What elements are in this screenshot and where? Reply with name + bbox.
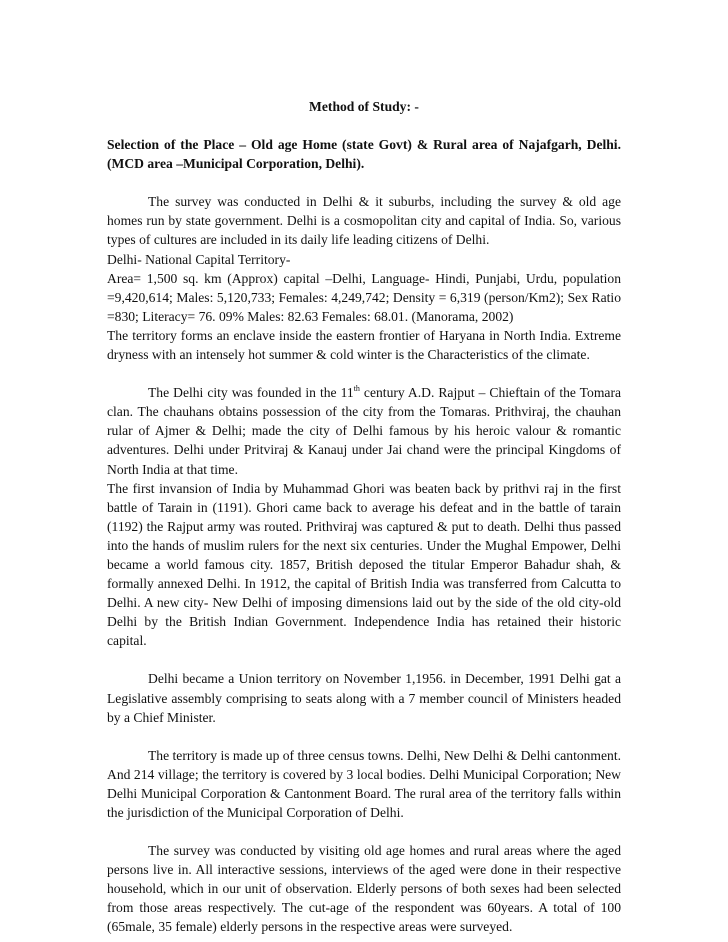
history-continued-text: century A.D. Rajput – Chieftain of the Tomara clan. The chauhans obtains possession of the city from the Tomaras. Prithviraj, the chauhan rular of Ajmer & Delhi; made the city of Delhi famous by his heroic valour & romantic adventures. Delhi under Pritviraj & Kanauj under Jai chand were the principal Kingdoms of North India at that time. <box>107 385 622 477</box>
ordinal-superscript: th <box>353 384 360 394</box>
section-title: Method of Study: - <box>309 99 419 114</box>
territory-heading: Delhi- National Capital Territory- <box>107 251 291 267</box>
paragraph-survey-intro: The survey was conducted in Delhi & it suburbs, including the survey & old age homes run by state government. Delhi is a cosmopolitan city and capital of India. So, various types of cultures are included in its daily life leading citizens of Delhi. <box>107 194 621 248</box>
history-start-text: The Delhi city was founded in the 11 <box>148 385 354 401</box>
paragraph-enclave-climate: The territory forms an enclave inside the eastern frontier of Haryana in North India. Extreme dryness with an intensely hot summer & cold winter is the Characteristics of the climate. <box>107 327 621 363</box>
paragraph-census-towns: The territory is made up of three census towns. Delhi, New Delhi & Delhi cantonment. And 214 village; the territory is covered by 3 local bodies. Delhi Municipal Corporation; New Delhi Municipal Corporation & Cantonment Board. The rural area of the territory falls within the jurisdiction of the Municipal Corporation of Delhi. <box>107 747 622 820</box>
paragraph-survey-method: The survey was conducted by visiting old age homes and rural areas where the aged persons live in. All interactive sessions, interviews of the aged were done in their respective household, which in our unit of observation. Elderly persons of both sexes had been selected from those areas respectively. The cut-age of the respondent was 60years. A total of 100 (65male, 35 female) elderly persons in the respective areas were surveyed. <box>107 843 621 935</box>
paragraph-delhi-history <box>107 383 621 478</box>
area-statistics: Area= 1,500 sq. km (Approx) capital –Delhi, Language- Hindi, Punjabi, Urdu, population =9,420,614; Males: 5,120,733; Females: 4,249,742; Density = 6,319 (person/Km2); Sex Ratio =830; Literacy= 76. 09% Males: 82.63 Females: 68.01. (Manorama, 2002) <box>107 270 621 324</box>
paragraph-invasion: The first invansion of India by Muhammad Ghori was beaten back by prithvi raj in the first battle of Tarain in (1191). Ghori came back to average his defeat and in the battle of tarain (1192) the Rajput army was routed. Prithviraj was captured & put to death. Delhi thus passed into the hands of muslim rulers for the next six centuries. Under the Mughal Empower, Delhi became a world famous city. 1857, British deposed the titular Emperor Bahadur shah, & formally annexed Delhi. In 1912, the capital of British India was transferred from Calcutta to Delhi. A new city- New Delhi of imposing dimensions laid out by the side of the old city-old Delhi by the British Indian Government. Independence India has retained their historic capital. <box>107 480 621 649</box>
selection-of-place: Selection of the Place – Old age Home (state Govt) & Rural area of Najafgarh, Delhi. (MCD area –Municipal Corporation, Delhi). <box>107 137 621 172</box>
document-page <box>107 97 621 937</box>
paragraph-union-territory: Delhi became a Union territory on November 1,1956. in December, 1991 Delhi gat a Legislative assembly comprising to seats along with a 7 member council of Ministers headed by a Chief Minister. <box>107 671 621 725</box>
